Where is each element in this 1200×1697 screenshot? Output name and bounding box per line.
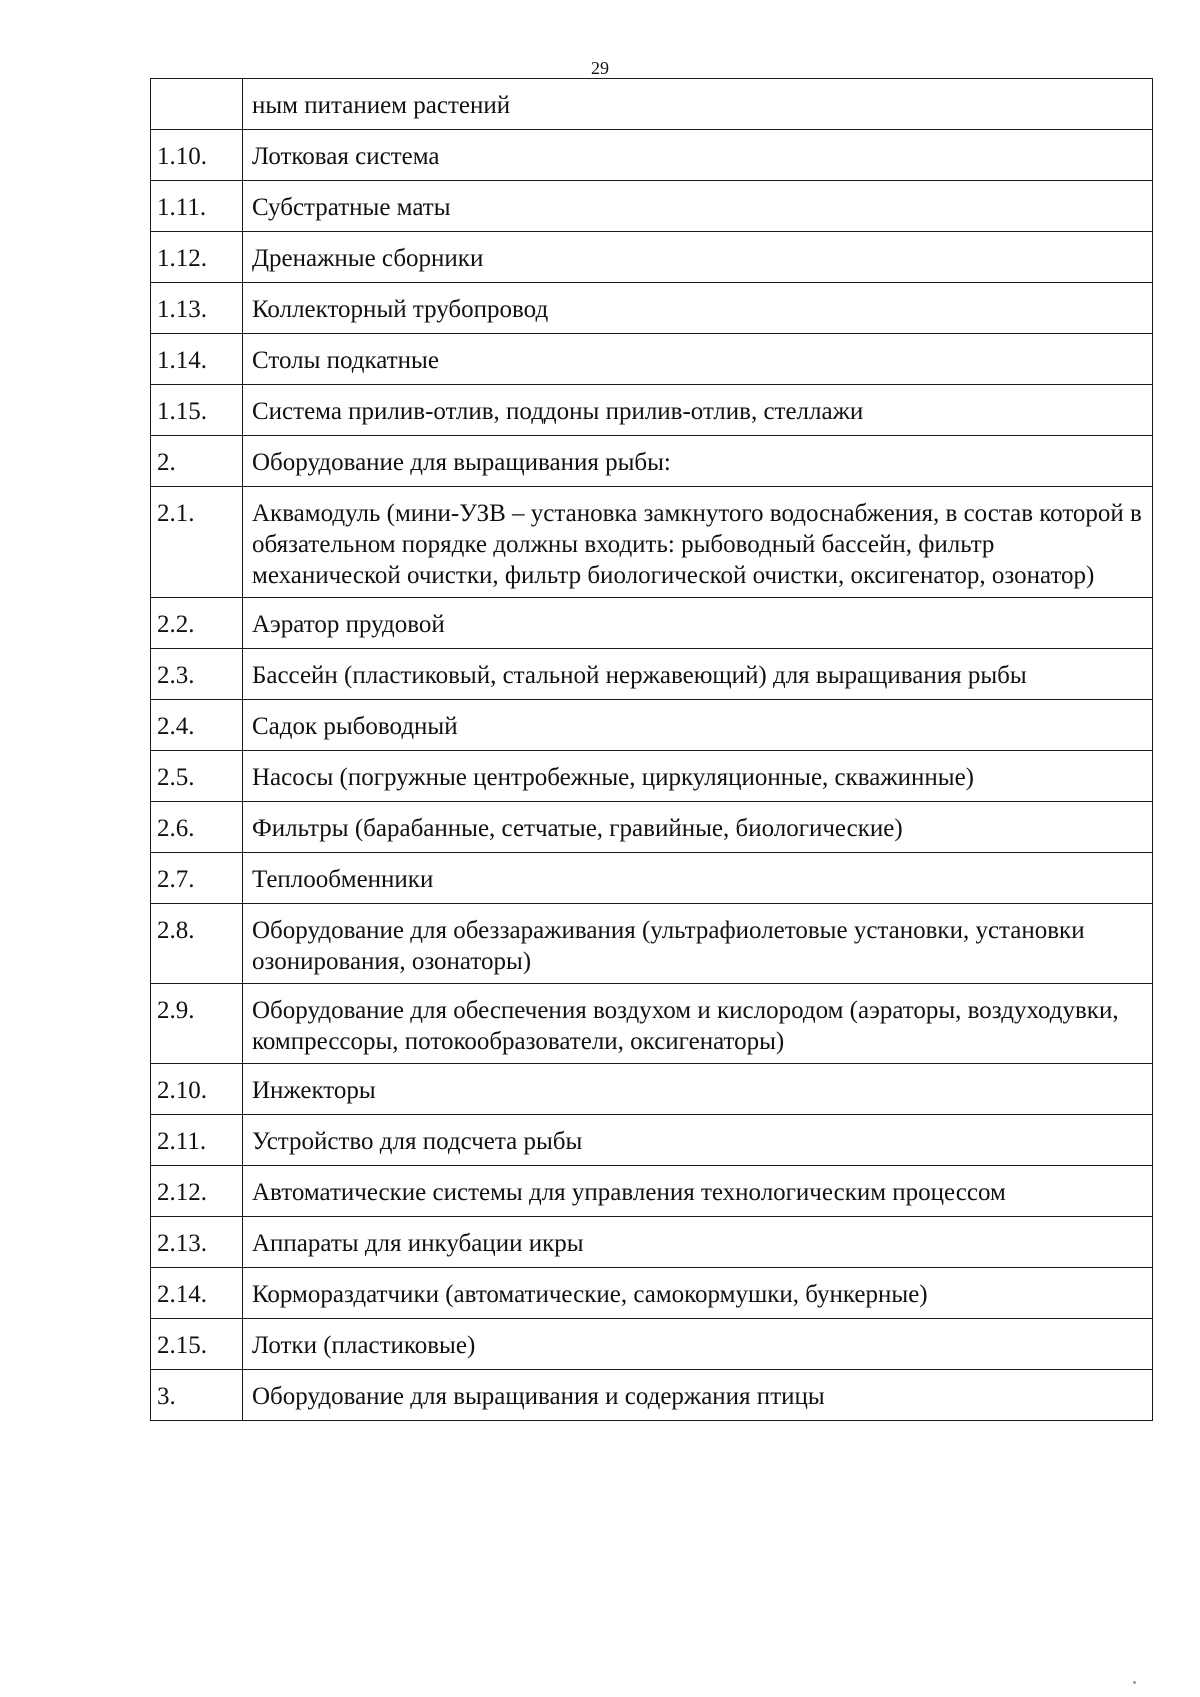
item-description: Насосы (погружные центробежные, циркуляционные, скважинные) bbox=[243, 751, 1153, 802]
item-description: Теплообменники bbox=[243, 853, 1153, 904]
item-description: Фильтры (барабанные, сетчатые, гравийные, биологические) bbox=[243, 802, 1153, 853]
item-number: 2.15. bbox=[151, 1319, 243, 1370]
item-description: Автоматические системы для управления технологическим процессом bbox=[243, 1166, 1153, 1217]
item-number: 1.14. bbox=[151, 334, 243, 385]
item-number: 1.11. bbox=[151, 181, 243, 232]
item-number: 2.8. bbox=[151, 904, 243, 984]
item-description: Кормораздатчики (автоматические, самокормушки, бункерные) bbox=[243, 1268, 1153, 1319]
table-row bbox=[151, 904, 1153, 984]
item-number: 1.15. bbox=[151, 385, 243, 436]
item-description: Дренажные сборники bbox=[243, 232, 1153, 283]
table-row bbox=[151, 1319, 1153, 1370]
table-row bbox=[151, 1217, 1153, 1268]
item-description: Аэратор прудовой bbox=[243, 598, 1153, 649]
item-description: Система прилив-отлив, поддоны прилив-отлив, стеллажи bbox=[243, 385, 1153, 436]
item-description: Коллекторный трубопровод bbox=[243, 283, 1153, 334]
table-row bbox=[151, 984, 1153, 1064]
item-number: 2.12. bbox=[151, 1166, 243, 1217]
item-number: 2.6. bbox=[151, 802, 243, 853]
item-number: 2.13. bbox=[151, 1217, 243, 1268]
item-description: Лотковая система bbox=[243, 130, 1153, 181]
item-description: Инжекторы bbox=[243, 1064, 1153, 1115]
table-row bbox=[151, 487, 1153, 598]
item-description: Садок рыбоводный bbox=[243, 700, 1153, 751]
item-number: 2.4. bbox=[151, 700, 243, 751]
page-number: 29 bbox=[591, 58, 609, 78]
table-row bbox=[151, 1064, 1153, 1115]
table-row bbox=[151, 853, 1153, 904]
table-row bbox=[151, 1166, 1153, 1217]
item-description: Устройство для подсчета рыбы bbox=[243, 1115, 1153, 1166]
item-description: Оборудование для выращивания и содержания птицы bbox=[243, 1370, 1153, 1421]
item-number: 1.12. bbox=[151, 232, 243, 283]
equipment-table bbox=[150, 78, 1153, 1421]
table-row bbox=[151, 232, 1153, 283]
item-number: 2.9. bbox=[151, 984, 243, 1064]
item-description: Столы подкатные bbox=[243, 334, 1153, 385]
table-row bbox=[151, 649, 1153, 700]
table-row bbox=[151, 79, 1153, 130]
table-row bbox=[151, 385, 1153, 436]
item-number: 2.1. bbox=[151, 487, 243, 598]
item-description: Оборудование для обеспечения воздухом и кислородом (аэраторы, воздуходувки, компрессоры, потокообразователи, оксигенаторы) bbox=[243, 984, 1153, 1064]
item-number: 2.7. bbox=[151, 853, 243, 904]
table-row bbox=[151, 1115, 1153, 1166]
table-row bbox=[151, 751, 1153, 802]
item-description: Бассейн (пластиковый, стальной нержавеющий) для выращивания рыбы bbox=[243, 649, 1153, 700]
item-number: 1.13. bbox=[151, 283, 243, 334]
item-description: Аквамодуль (мини-УЗВ – установка замкнутого водоснабжения, в состав которой в обязательном порядке должны входить: рыбоводный бассейн, фильтр механической очистки, фильтр биологической очистки, оксигенатор, озонатор) bbox=[243, 487, 1153, 598]
item-number bbox=[151, 79, 243, 130]
item-description: ным питанием растений bbox=[243, 79, 1153, 130]
table-row bbox=[151, 1268, 1153, 1319]
table-row bbox=[151, 598, 1153, 649]
item-description: Аппараты для инкубации икры bbox=[243, 1217, 1153, 1268]
table-row bbox=[151, 802, 1153, 853]
item-number: 2. bbox=[151, 436, 243, 487]
item-number: 1.10. bbox=[151, 130, 243, 181]
item-number: 2.11. bbox=[151, 1115, 243, 1166]
table-row bbox=[151, 700, 1153, 751]
item-number: 2.14. bbox=[151, 1268, 243, 1319]
item-description: Лотки (пластиковые) bbox=[243, 1319, 1153, 1370]
scan-speck bbox=[1133, 1681, 1136, 1684]
table-row bbox=[151, 1370, 1153, 1421]
item-number: 2.10. bbox=[151, 1064, 243, 1115]
table-row bbox=[151, 436, 1153, 487]
item-number: 3. bbox=[151, 1370, 243, 1421]
item-description: Оборудование для выращивания рыбы: bbox=[243, 436, 1153, 487]
table-row bbox=[151, 181, 1153, 232]
item-description: Субстратные маты bbox=[243, 181, 1153, 232]
table-row bbox=[151, 130, 1153, 181]
item-number: 2.3. bbox=[151, 649, 243, 700]
table-row bbox=[151, 283, 1153, 334]
table-row bbox=[151, 334, 1153, 385]
item-number: 2.2. bbox=[151, 598, 243, 649]
item-number: 2.5. bbox=[151, 751, 243, 802]
item-description: Оборудование для обеззараживания (ультрафиолетовые установки, установки озонирования, озонаторы) bbox=[243, 904, 1153, 984]
